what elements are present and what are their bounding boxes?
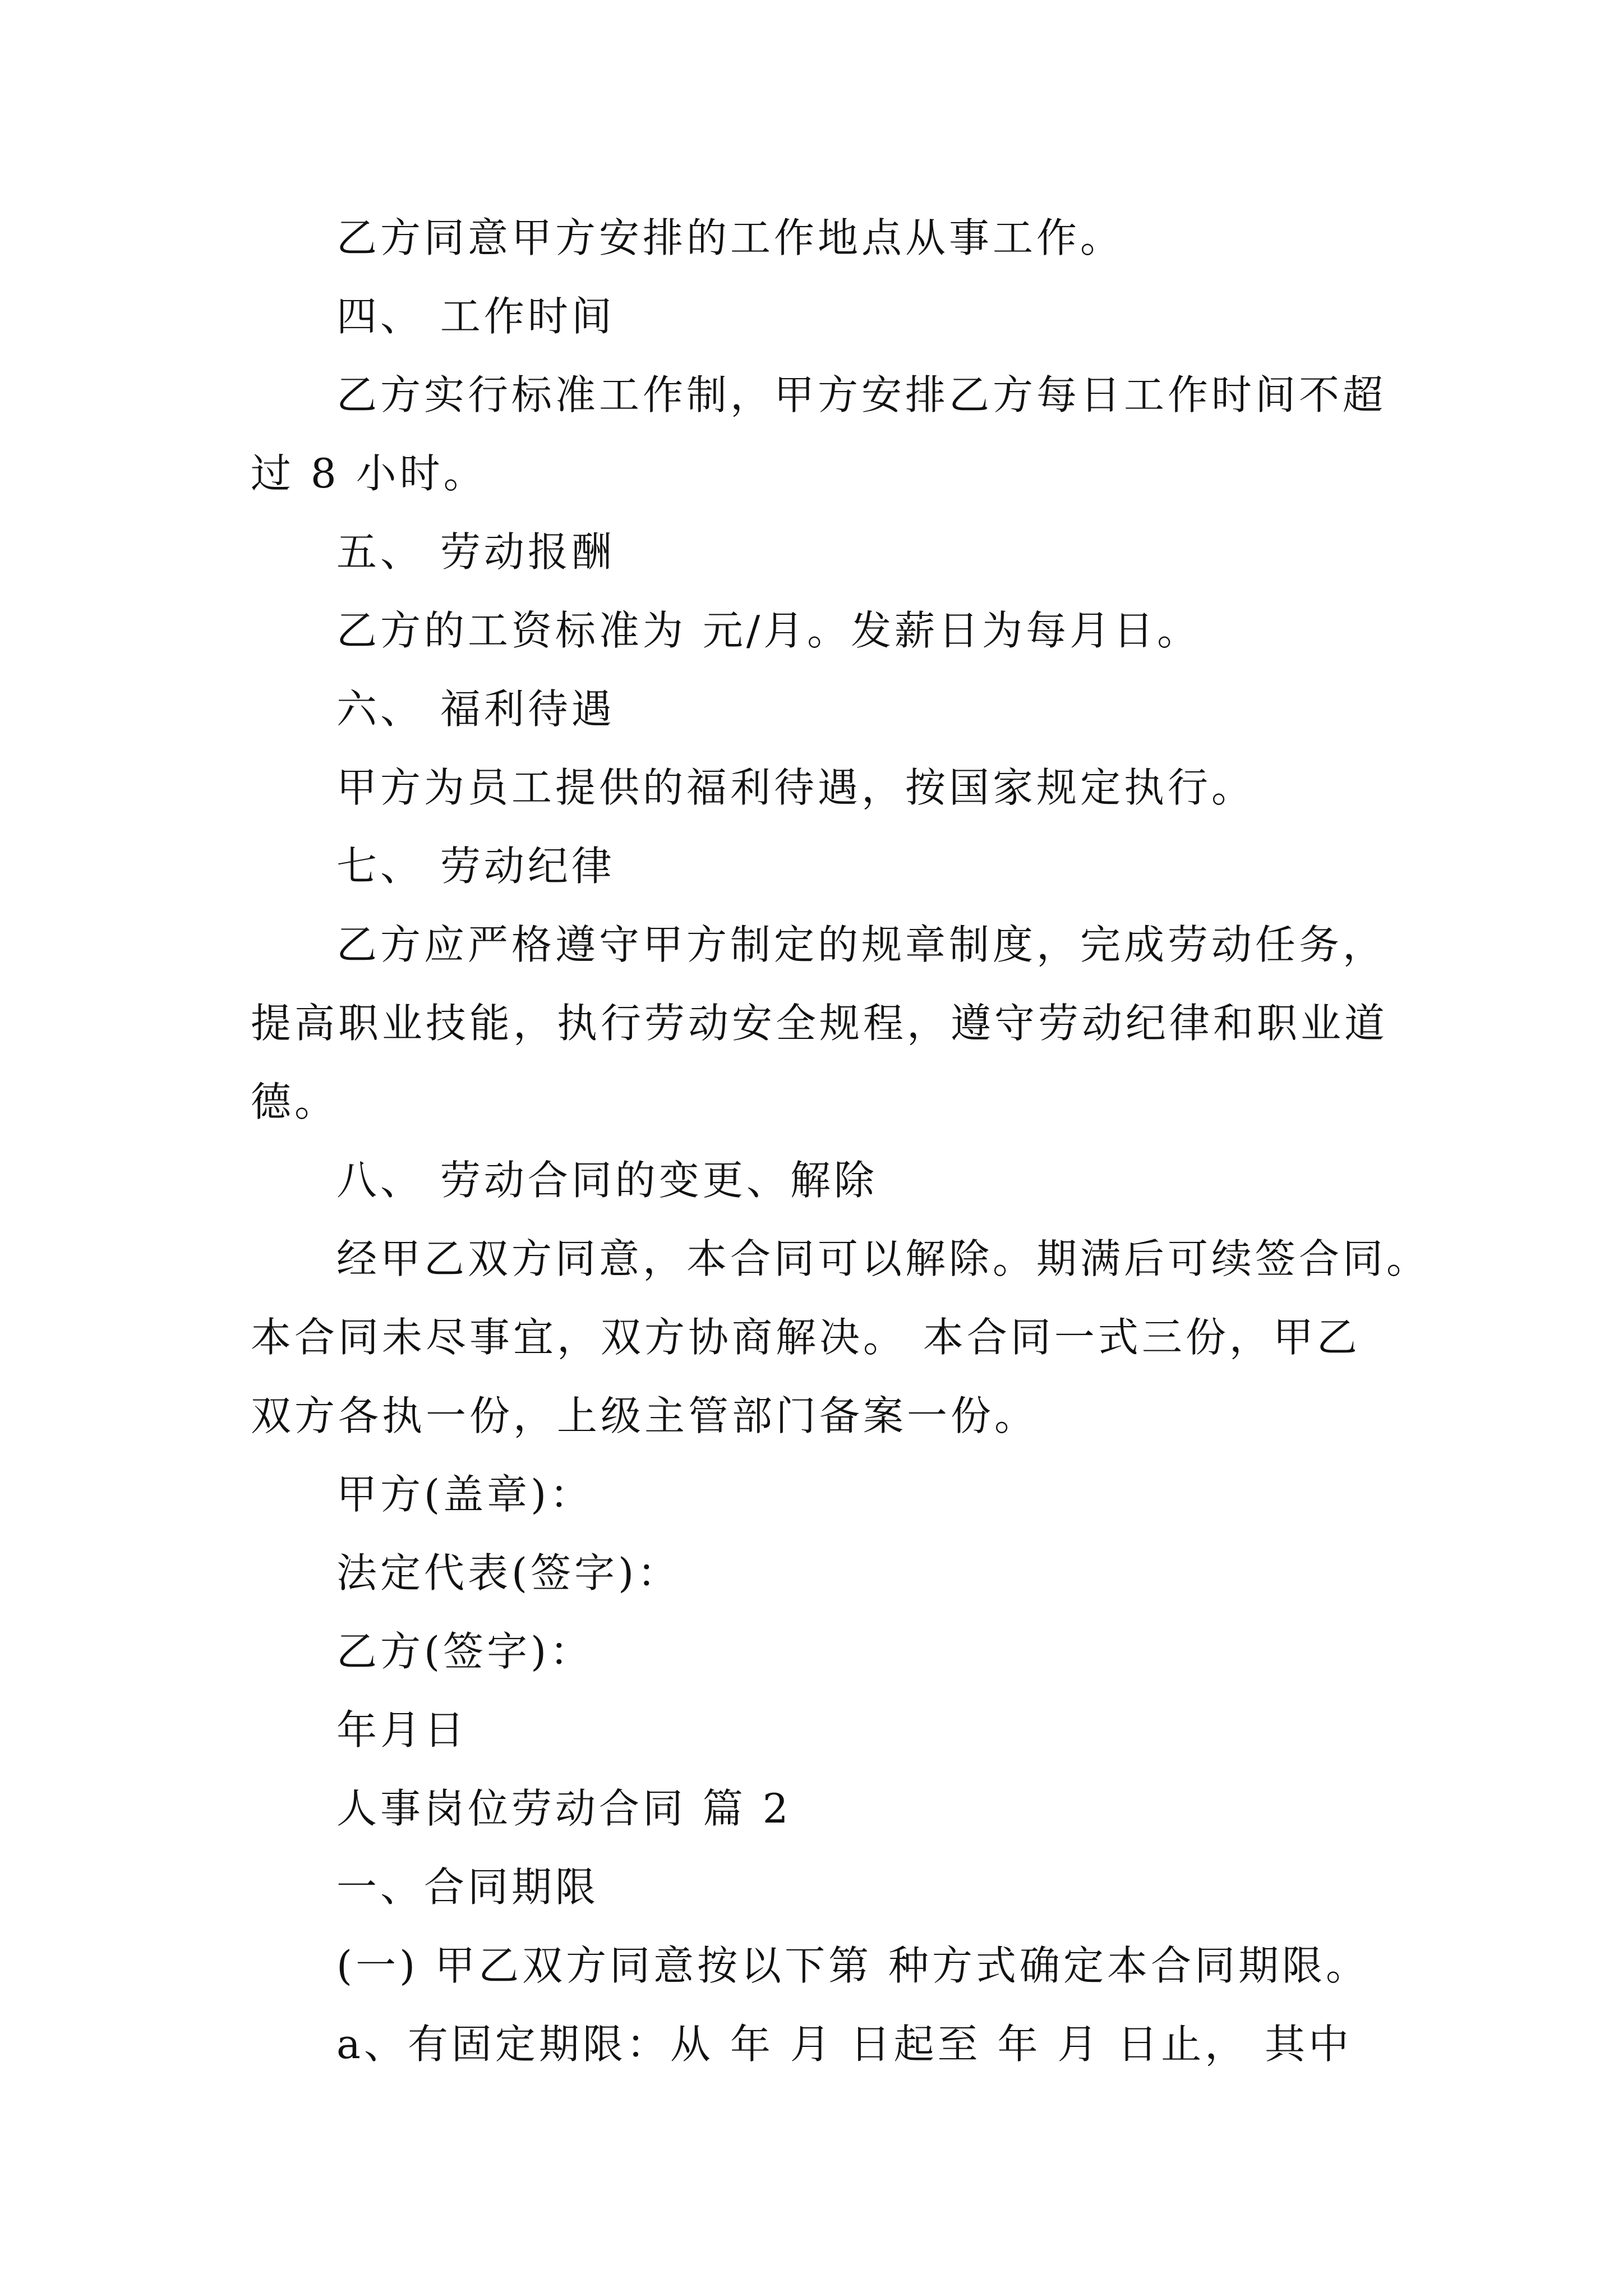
section-heading-contract-term: 一、合同期限: [336, 1864, 600, 1911]
paragraph-line: 乙方应严格遵守甲方制定的规章制度，完成劳动任务，: [336, 921, 1387, 968]
paragraph-line: a、有固定期限：从 年 月 日起至 年 月 日止， 其中: [336, 2021, 1353, 2068]
signature-legal-rep: 法定代表(签字)：: [336, 1549, 681, 1596]
section-heading-benefits: 六、 福利待遇: [336, 685, 615, 733]
paragraph-line: (一) 甲乙双方同意按以下第 种方式确定本合同期限。: [336, 1942, 1370, 1989]
signature-party-b: 乙方(签字)：: [336, 1628, 594, 1675]
signature-party-a: 甲方(盖章)：: [336, 1471, 594, 1518]
section-heading-work-hours: 四、 工作时间: [336, 293, 615, 340]
paragraph-line: 双方各执一份，上级主管部门备案一份。: [251, 1392, 1039, 1439]
section-heading-pay: 五、 劳动报酬: [336, 528, 615, 576]
section-heading-discipline: 七、 劳动纪律: [336, 843, 615, 890]
paragraph-line: 过 8 小时。: [251, 450, 487, 497]
paragraph-line: 甲方为员工提供的福利待遇，按国家规定执行。: [336, 764, 1256, 811]
signature-date: 年月日: [336, 1706, 468, 1754]
paragraph-line: 德。: [251, 1078, 339, 1125]
paragraph-line: 乙方的工资标准为 元/月。发薪日为每月日。: [336, 607, 1201, 654]
paragraph-line: 本合同未尽事宜，双方协商解决。 本合同一式三份，甲乙: [251, 1314, 1361, 1361]
document-title: 人事岗位劳动合同 篇 2: [336, 1785, 792, 1832]
paragraph-line: 乙方实行标准工作制，甲方安排乙方每日工作时间不超: [336, 371, 1387, 418]
paragraph-line: 提高职业技能，执行劳动安全规程，遵守劳动纪律和职业道: [251, 1000, 1389, 1047]
paragraph-line: 经甲乙双方同意，本合同可以解除。期满后可续签合同。: [336, 1235, 1431, 1282]
section-heading-contract-change: 八、 劳动合同的变更、解除: [336, 1157, 878, 1204]
paragraph-line: 乙方同意甲方安排的工作地点从事工作。: [336, 214, 1124, 261]
